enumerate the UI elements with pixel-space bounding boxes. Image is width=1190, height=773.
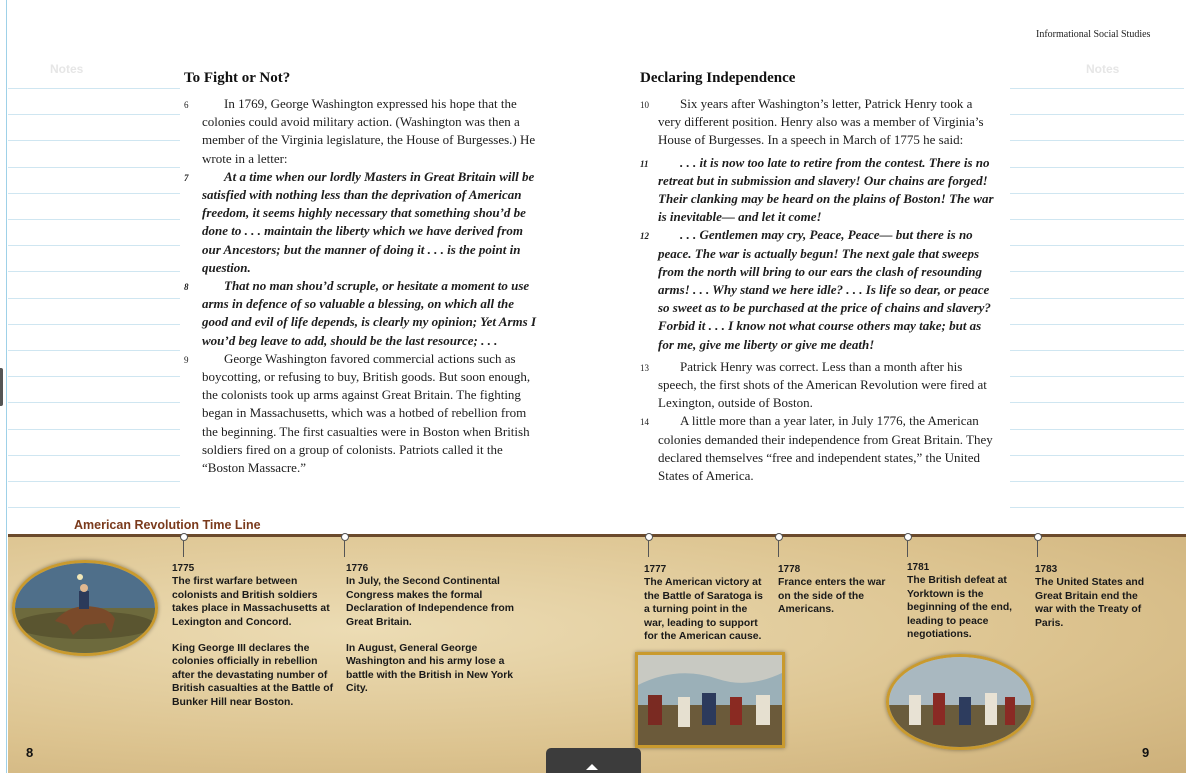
paragraph-text: A little more than a year later, in July 1776, the American colonies demanded their independence from Great Britain. They declared themselves “free and independent states,” the United States of America. <box>658 413 993 484</box>
left-text-column <box>184 68 540 477</box>
section-title-left: To Fight or Not? <box>184 70 291 86</box>
note-line <box>8 88 180 89</box>
painting-surrender-at-yorktown <box>886 654 1034 750</box>
note-line <box>1010 402 1184 403</box>
notes-column-right <box>1010 62 1184 510</box>
timeline-marker <box>180 533 188 541</box>
note-line <box>1010 219 1184 220</box>
painting-paul-revere-ride <box>12 560 158 656</box>
timeline-year: 1776 <box>346 563 369 574</box>
paragraph-number: 7 <box>184 172 189 183</box>
section-header: Informational Social Studies <box>1036 29 1151 40</box>
timeline-marker-stem <box>1037 541 1038 557</box>
note-line <box>8 350 180 351</box>
quote-paragraph <box>184 168 540 277</box>
timeline-marker-stem <box>907 541 908 557</box>
paragraph <box>184 95 540 168</box>
timeline-text: The British defeat at Yorktown is the beginning of the end, leading to peace negotiations. <box>907 575 1013 641</box>
note-line <box>1010 88 1184 89</box>
side-handle[interactable] <box>0 368 3 406</box>
timeline-text: The first warfare between colonists and British soldiers takes place in Massachusetts at Lexington and Concord. <box>172 576 330 628</box>
paragraph-number: 10 <box>640 100 649 110</box>
page-number-left: 8 <box>26 745 34 760</box>
paragraph <box>184 350 540 477</box>
timeline-entry-1775 <box>172 562 340 709</box>
note-line <box>1010 114 1184 115</box>
note-line <box>8 507 180 508</box>
note-line <box>1010 271 1184 272</box>
note-line <box>1010 507 1184 508</box>
timeline-entry-1781 <box>907 561 1025 641</box>
timeline-marker-stem <box>778 541 779 557</box>
paragraph-text: In 1769, George Washington expressed his hope that the colonies could avoid military action. (Washington was then a member of the Virginia legislature, the House of Burgesses.) He wrote in a letter: <box>202 96 536 166</box>
paragraph-number: 11 <box>640 158 649 169</box>
note-line <box>8 245 180 246</box>
notes-label-left: Notes <box>50 62 84 76</box>
timeline-text: In August, General George Washington and his army lose a battle with the British in New York City. <box>346 643 514 695</box>
timeline-text: In July, the Second Continental Congress makes the formal Declaration of Independence from Great Britain. <box>346 576 515 628</box>
timeline-entry-1778 <box>778 563 896 617</box>
timeline-entry-1776 <box>346 562 524 696</box>
paragraph-number: 9 <box>184 354 189 365</box>
note-line <box>8 219 180 220</box>
timeline-text: France enters the war on the side of the Americans. <box>778 577 886 616</box>
note-line <box>8 481 180 482</box>
paragraph-text: At a time when our lordly Masters in Great Britain will be satisfied with nothing less than the deprivation of American freedom, it seems highly necessary that something shou’d be done to . . . maintain the liberty which we have derived from our Ancestors; but the manner of doing it . . . is the point in question. <box>202 168 535 275</box>
note-line <box>8 429 180 430</box>
timeline-marker <box>775 533 783 541</box>
paragraph-text: That no man shou’d scruple, or hesitate a moment to use arms in defence of so valuable a blessing, on which all the good and evil of life depends, is clearly my opinion; Yet Arms I wou’d beg leave to add, should be the last resource; . . . <box>202 278 537 348</box>
note-line <box>8 324 180 325</box>
timeline-title: American Revolution Time Line <box>74 518 261 532</box>
timeline-marker <box>904 533 912 541</box>
toolbar-toggle-button[interactable] <box>546 748 641 773</box>
quote-paragraph <box>184 277 540 350</box>
timeline-year: 1775 <box>172 563 195 574</box>
timeline-marker-stem <box>344 541 345 557</box>
paragraph-number: 8 <box>184 282 189 293</box>
note-line <box>8 167 180 168</box>
note-line <box>8 193 180 194</box>
paragraph <box>640 358 996 413</box>
note-line <box>8 376 180 377</box>
note-line <box>1010 455 1184 456</box>
quote-paragraph <box>640 154 996 227</box>
timeline-text: King George III declares the colonies officially in rebellion after the devastating number of British casualties at the Battle of Bunker Hill near Boston. <box>172 643 334 708</box>
note-line <box>1010 429 1184 430</box>
note-line <box>1010 245 1184 246</box>
timeline-year: 1781 <box>907 562 930 573</box>
paragraph <box>640 95 996 150</box>
paragraph-number: 6 <box>184 100 189 110</box>
timeline-marker-stem <box>183 541 184 557</box>
note-line <box>1010 481 1184 482</box>
page-number-right: 9 <box>1142 745 1150 760</box>
note-line <box>8 140 180 141</box>
timeline-marker-stem <box>648 541 649 557</box>
paragraph-number: 14 <box>640 417 649 428</box>
paragraph-text: . . . Gentlemen may cry, Peace, Peace— but there is no peace. The war is actually begun! The next gale that sweeps from the north will bring to our ears the clash of resounding arms! . . . Why stand we here idle? . . . Is life so dear, or peace so sweet as to be purchased at the price of chains and slavery? Forbid it . . . I know not what course others may take; but as for me, give me liberty or give me death! <box>658 227 991 352</box>
note-line <box>8 271 180 272</box>
note-line <box>8 402 180 403</box>
timeline-year: 1783 <box>1035 564 1058 575</box>
paragraph-number: 13 <box>640 362 649 373</box>
painting-surrender-at-saratoga <box>635 652 785 748</box>
timeline-year: 1777 <box>644 564 667 575</box>
paragraph-text: . . . it is now too late to retire from the contest. There is no retreat but in submission and slavery! Our chains are forged! Their clanking may be heard on the plains of Boston! The war is inevitable— and let it come! <box>658 154 994 225</box>
note-line <box>1010 376 1184 377</box>
paragraph-number: 12 <box>640 231 649 242</box>
timeline-entry-1777 <box>644 563 770 643</box>
note-line <box>8 114 180 115</box>
timeline-year: 1778 <box>778 564 801 575</box>
timeline-text: The United States and Great Britain end the war with the Treaty of Paris. <box>1035 577 1145 629</box>
note-line <box>1010 298 1184 299</box>
timeline-entry-1783 <box>1035 563 1157 630</box>
note-line <box>1010 324 1184 325</box>
note-line <box>1010 140 1184 141</box>
notes-column-left <box>8 62 180 510</box>
chevron-up-icon <box>586 764 598 770</box>
quote-paragraph <box>640 226 996 353</box>
timeline-text: The American victory at the Battle of Saratoga is a turning point in the war, leading to support for the American cause. <box>644 577 763 643</box>
paragraph-text: Six years after Washington’s letter, Patrick Henry took a very different position. Henry also was a member of Virginia’s House of Burgesses. In a speech in March of 1775 he said: <box>658 96 984 148</box>
note-line <box>1010 193 1184 194</box>
note-line <box>1010 350 1184 351</box>
right-text-column <box>640 68 996 485</box>
timeline-marker <box>341 533 349 541</box>
timeline-marker <box>645 533 653 541</box>
timeline-marker <box>1034 533 1042 541</box>
paragraph <box>640 412 996 485</box>
note-line <box>1010 167 1184 168</box>
paragraph-text: Patrick Henry was correct. Less than a month after his speech, the first shots of the American Revolution were fired at Lexington, outside of Boston. <box>658 358 987 411</box>
notes-label-right: Notes <box>1086 62 1120 76</box>
paragraph-text: George Washington favored commercial actions such as boycotting, or refusing to buy, British goods. But soon enough, the colonists took up arms against Great Britain. The fighting began in Massachusetts, which was a hotbed of rebellion from the beginning. The first casualties were in Boston when British soldiers fired on a group of colonists. Patriots called it the “Boston Massacre.” <box>202 350 531 476</box>
note-line <box>8 298 180 299</box>
note-line <box>8 455 180 456</box>
section-title-right: Declaring Independence <box>640 70 796 86</box>
